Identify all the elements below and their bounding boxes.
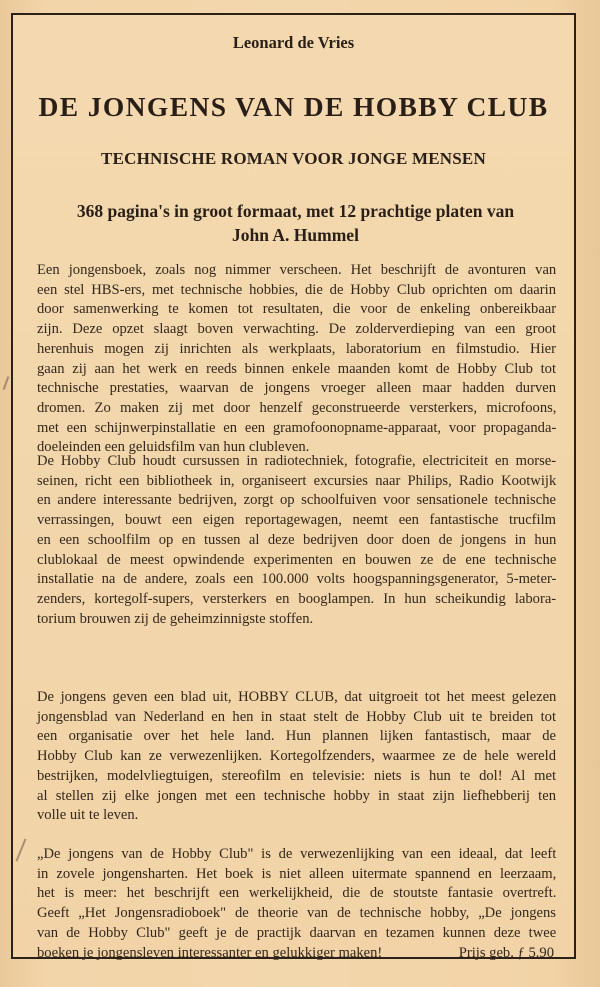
paragraph-line: een organisatie over het hele land. Hun plannen lijken fantastisch, maar de xyxy=(37,728,556,745)
author-name: Leonard de Vries xyxy=(232,33,355,52)
paragraph-line: dromen. Zo maken zij met door henzelf geconstrueerde versterkers, microfoons, xyxy=(37,399,557,416)
paragraph-line: het is meer: het beschrijft een werkelijkheid, die de stoutste fantasie overtreft. xyxy=(37,885,557,902)
paragraph-line: De Hobby Club houdt cursussen in radiotechniek, fotografie, electriciteit en morse- xyxy=(37,453,557,469)
advertisement-frame xyxy=(11,13,576,959)
paragraph-line: door samenwerking te komen tot resultaten, die voor de enkeling onbereikbaar xyxy=(37,301,557,318)
paragraph-line: „De jongens van de Hobby Club" is de verwezenlijking van een ideaal, dat leeft xyxy=(37,846,557,862)
paragraph-line: seinen, richt een bibliotheek in, organiseert excursies naar Philips, Radio Kootwijk xyxy=(37,472,557,489)
paragraph-line: clublokaal de meest opwindende experimenten en bouwen ze de ene technische xyxy=(37,551,557,568)
book-details-line-2: John A. Hummel xyxy=(232,225,359,245)
paragraph-1 xyxy=(37,261,556,458)
paragraph-line: herenhuis mogen zij inrichten als werkplaats, laboratorium en filmstudio. Hier xyxy=(37,340,556,357)
paragraph-line: Een jongensboek, zoals nog nimmer verscheen. Het beschrijft de avonturen van xyxy=(37,262,557,278)
paragraph-line: een stel HBS-ers, met technische hobbies, die de Hobby Club oprichten om daarin xyxy=(37,281,556,298)
paragraph-line: en een schoolfilm op en tussen al deze bedrijven door doen de jongens in hun xyxy=(37,531,557,548)
book-title: DE JONGENS VAN DE HOBBY CLUB xyxy=(38,91,549,122)
paragraph-3 xyxy=(37,688,556,826)
paragraph-line: installatie na de andere, zoals een 100.000 volts hoogspanningsgenerator, 5-meter- xyxy=(37,571,557,588)
pencil-mark xyxy=(3,376,9,390)
paragraph-line: De jongens geven een blad uit, HOBBY CLUB, dat uitgroeit tot het meest gelezen xyxy=(37,689,557,705)
paragraph-line: en andere interessante bedrijven, zorgt op schoolfuiven voor sensationele technische xyxy=(37,492,556,509)
paragraph-line: volle uit te leven. xyxy=(37,807,139,824)
paragraph-line: torium brouwen zij de geheimzinnigste stoffen. xyxy=(37,610,314,627)
paragraph-line: Hobby Club kan ze verwezenlijken. Kortegolfzenders, waarmee ze de hele wereld xyxy=(37,748,556,765)
paragraph-line: bestrijken, modelvliegtuigen, stereofilm en televisie: niets is hun te dol! Al met xyxy=(37,767,556,784)
paragraph-line: zijn. Deze opzet slaagt boven verwachting. De zolderverdieping van een groot xyxy=(37,321,557,338)
paragraph-line: zenders, kortegolf-supers, versterkers en booglampen. In hun scheikundig labora- xyxy=(37,590,557,607)
paragraph-line: verrassingen, bouwt een eigen reportagewagen, neemt een fantastische trucfilm xyxy=(37,512,556,529)
price-label: Prijs geb. ƒ 5.90 xyxy=(458,945,554,961)
paragraph-line: al stellen zij elke jongen met een technische hobby in staat zijn liefhebberij ten xyxy=(37,787,556,804)
paragraph-line: in zovele jongensharten. Het boek is niet alleen uitermate spannend en leerzaam, xyxy=(37,865,557,882)
paragraph-line: Geeft „Het Jongensradioboek" de theorie van de technische hobby, „De jongens xyxy=(37,905,556,922)
book-details-line-1: 368 pagina's in groot formaat, met 12 prachtige platen van xyxy=(76,201,515,221)
paragraph-line: boeken je jongensleven interessanter en gelukkiger maken! xyxy=(37,944,383,961)
paragraph-line: technische prestaties, waarvan de jongens vroeger alleen maar hadden durven xyxy=(37,380,557,397)
book-details xyxy=(33,199,558,247)
paragraph-line: doeleinden een geluidsfilm van hun clubleven. xyxy=(37,439,310,456)
book-subtitle: TECHNISCHE ROMAN VOOR JONGE MENSEN xyxy=(101,149,486,168)
paragraph-2 xyxy=(37,452,556,629)
paragraph-line: van de Hobby Club" geeft je de practijk daarvan en tezamen kunnen deze twee xyxy=(37,924,557,941)
paragraph-line: gaan zij aan het werk en reeds binnen enkele maanden komt de Hobby Club tot xyxy=(37,360,556,377)
paragraph-line: jongensblad van Nederland en hen in staat stelt de Hobby Club uit te breiden tot xyxy=(37,708,556,725)
paragraph-line: met een schijnwerpinstallatie en een gramofoonopname-apparaat, voor propaganda- xyxy=(37,419,557,436)
